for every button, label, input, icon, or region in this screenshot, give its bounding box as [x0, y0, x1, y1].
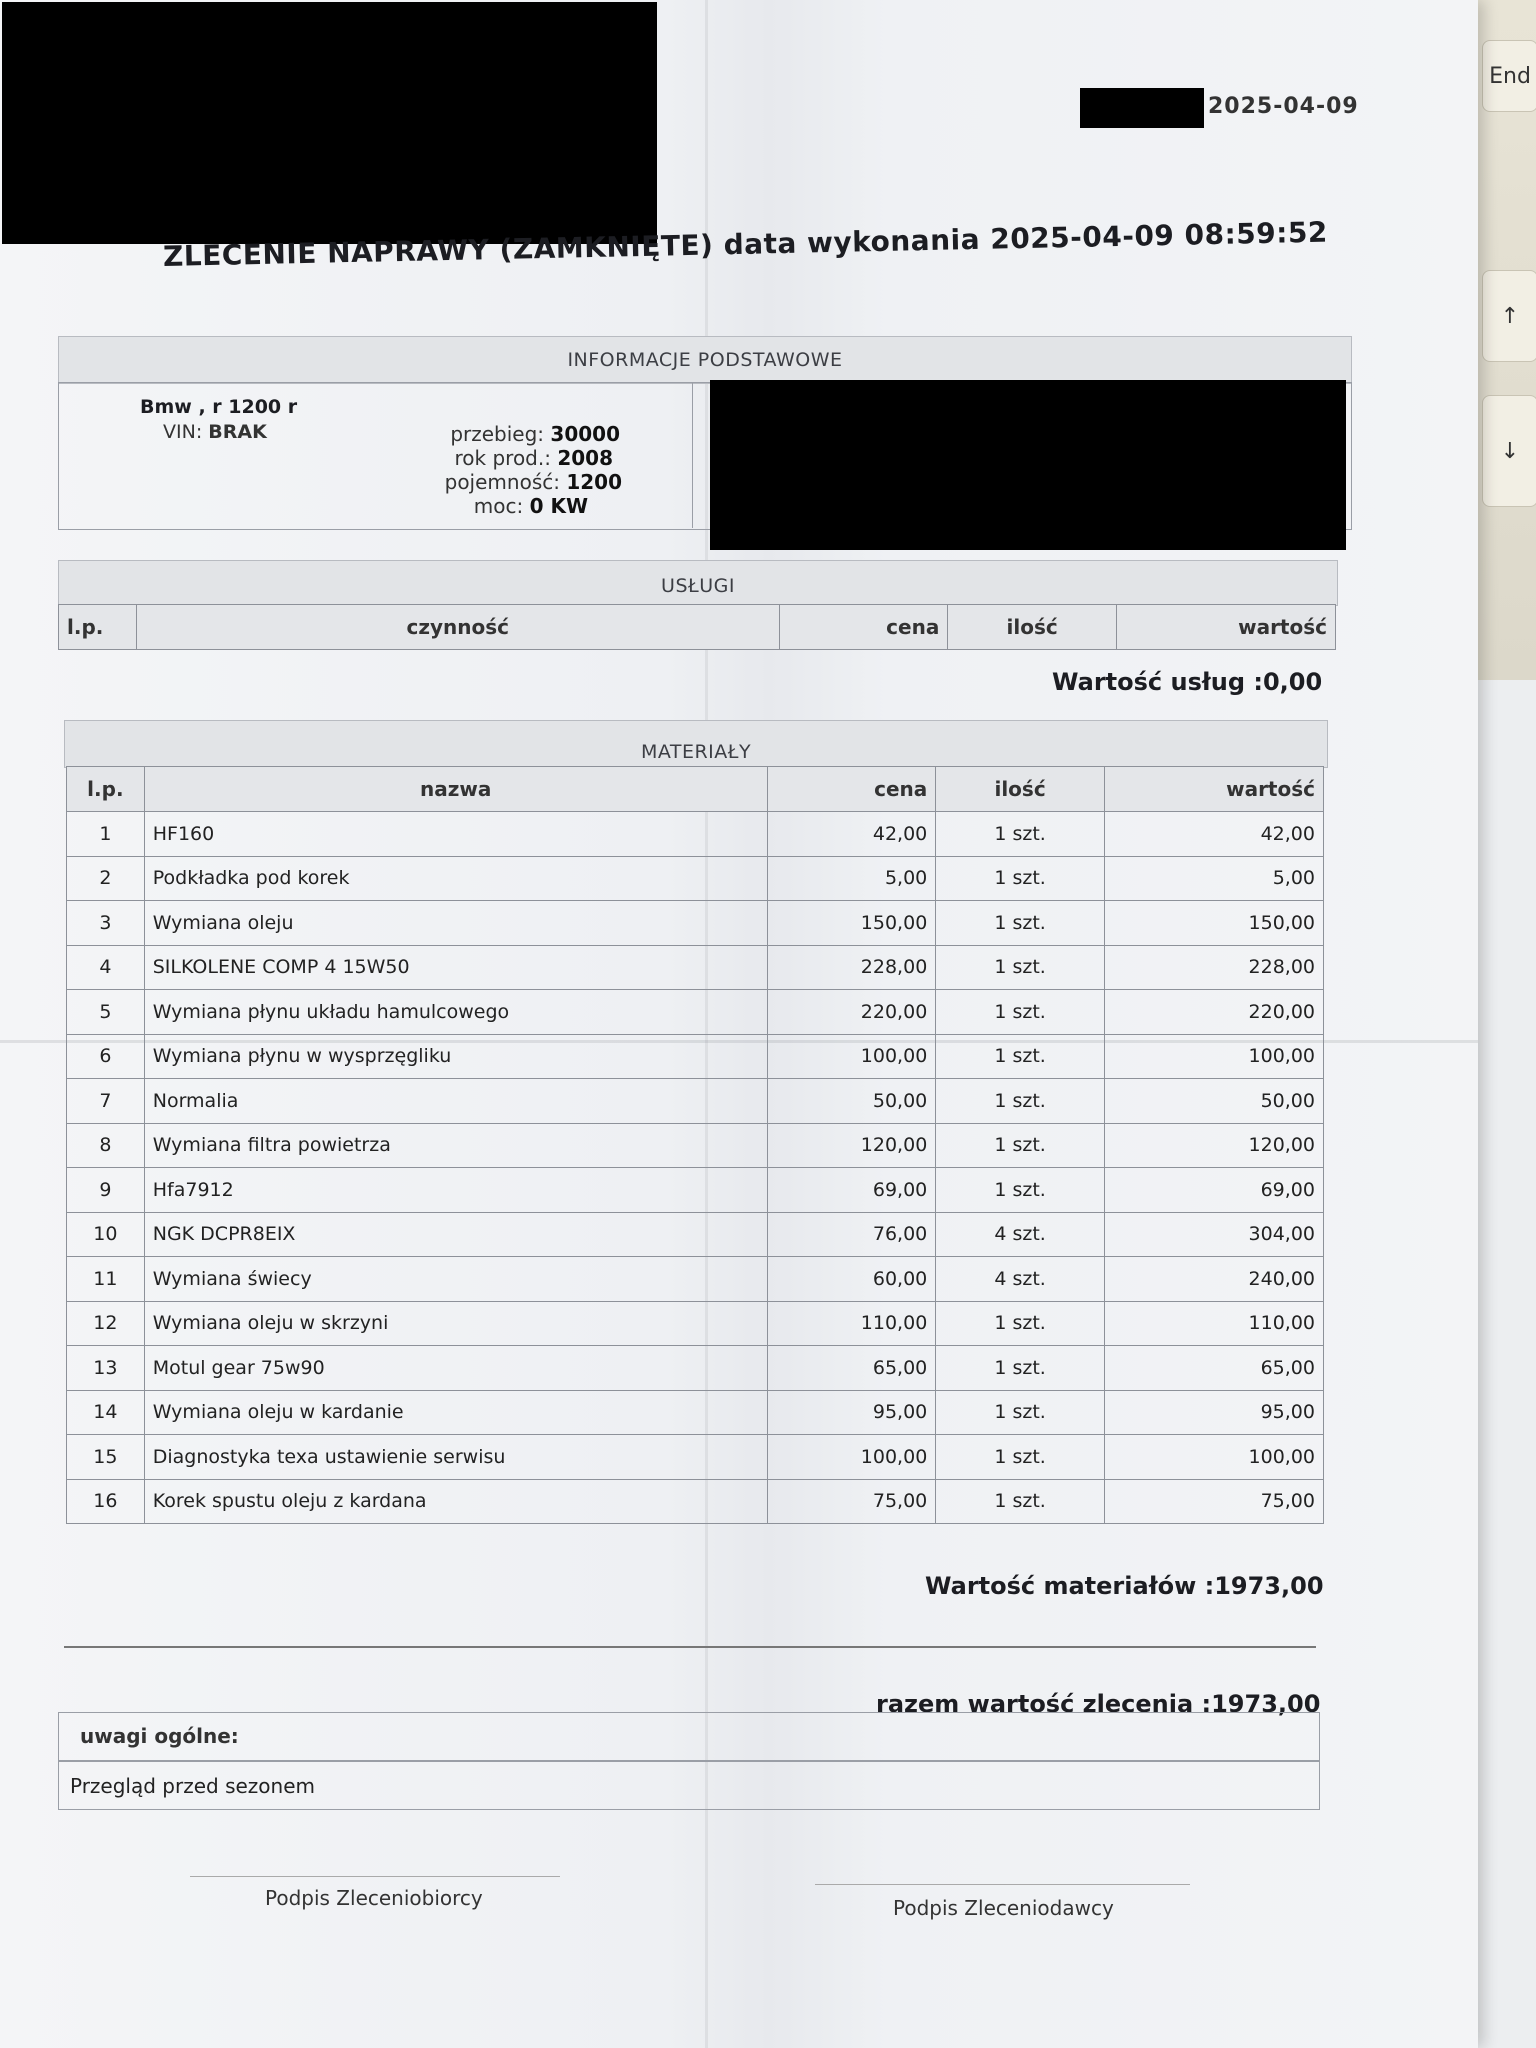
end-key: End: [1482, 40, 1536, 112]
info-section-header: INFORMACJE PODSTAWOWE: [58, 336, 1352, 384]
materials-table: [66, 766, 1324, 1524]
mileage: przebieg: 30000: [450, 422, 620, 446]
row-name: Normalia: [144, 1079, 767, 1124]
row-lp: 12: [67, 1301, 145, 1346]
row-qty: 1 szt.: [936, 1168, 1105, 1213]
row-value: 100,00: [1104, 1435, 1323, 1480]
table-row: [67, 1479, 1324, 1524]
row-name: Hfa7912: [144, 1168, 767, 1213]
notes-text: Przegląd przed sezonem: [70, 1774, 315, 1798]
row-price: 76,00: [767, 1212, 936, 1257]
keyboard-edge: [1478, 0, 1536, 680]
row-qty: 4 szt.: [936, 1212, 1105, 1257]
row-value: 5,00: [1104, 856, 1323, 901]
row-value: 42,00: [1104, 812, 1323, 857]
row-lp: 2: [67, 856, 145, 901]
mat-col-name: nazwa: [144, 767, 767, 812]
row-price: 60,00: [767, 1257, 936, 1302]
row-price: 100,00: [767, 1034, 936, 1079]
row-price: 50,00: [767, 1079, 936, 1124]
client-signature-label: Podpis Zleceniodawcy: [893, 1896, 1114, 1920]
notes-divider: [58, 1760, 1319, 1762]
info-divider: [692, 382, 693, 528]
row-name: Korek spustu oleju z kardana: [144, 1479, 767, 1524]
power: moc: 0 KW: [473, 494, 588, 518]
row-price: 65,00: [767, 1346, 936, 1391]
row-value: 65,00: [1104, 1346, 1323, 1391]
row-name: Wymiana oleju: [144, 901, 767, 946]
services-table: [58, 604, 1336, 650]
mat-col-qty: ilość: [936, 767, 1105, 812]
col-qty: ilość: [948, 605, 1117, 650]
notes-label: uwagi ogólne:: [80, 1724, 239, 1748]
table-row: [67, 1346, 1324, 1391]
row-qty: 1 szt.: [936, 990, 1105, 1035]
row-name: Wymiana płynu w wysprzęgliku: [144, 1034, 767, 1079]
row-value: 110,00: [1104, 1301, 1323, 1346]
row-value: 95,00: [1104, 1390, 1323, 1435]
table-row: [67, 812, 1324, 857]
row-price: 228,00: [767, 945, 936, 990]
materials-total: Wartość materiałów :1973,00: [925, 1572, 1324, 1600]
row-lp: 9: [67, 1168, 145, 1213]
row-lp: 13: [67, 1346, 145, 1391]
materials-section-header: MATERIAŁY: [64, 720, 1328, 768]
divider-line: [64, 1646, 1316, 1648]
row-name: NGK DCPR8EIX: [144, 1212, 767, 1257]
row-value: 240,00: [1104, 1257, 1323, 1302]
redacted-customer-info: [710, 380, 1346, 550]
mat-col-price: cena: [767, 767, 936, 812]
table-row: [67, 1123, 1324, 1168]
row-name: Wymiana oleju w skrzyni: [144, 1301, 767, 1346]
row-lp: 5: [67, 990, 145, 1035]
col-lp: l.p.: [59, 605, 137, 650]
col-activity: czynność: [136, 605, 779, 650]
col-value: wartość: [1116, 605, 1335, 650]
row-name: SILKOLENE COMP 4 15W50: [144, 945, 767, 990]
row-qty: 1 szt.: [936, 812, 1105, 857]
table-row: [67, 901, 1324, 946]
document-date: 2025-04-09: [1208, 94, 1359, 119]
row-name: Wymiana filtra powietrza: [144, 1123, 767, 1168]
row-price: 95,00: [767, 1390, 936, 1435]
table-row: [67, 1257, 1324, 1302]
row-value: 100,00: [1104, 1034, 1323, 1079]
row-name: Motul gear 75w90: [144, 1346, 767, 1391]
row-name: Wymiana płynu układu hamulcowego: [144, 990, 767, 1035]
row-value: 75,00: [1104, 1479, 1323, 1524]
row-lp: 1: [67, 812, 145, 857]
table-row: [67, 1168, 1324, 1213]
table-row: [67, 990, 1324, 1035]
row-price: 220,00: [767, 990, 936, 1035]
row-price: 100,00: [767, 1435, 936, 1480]
row-lp: 6: [67, 1034, 145, 1079]
table-row: [67, 1435, 1324, 1480]
row-qty: 1 szt.: [936, 1479, 1105, 1524]
table-row: [67, 1034, 1324, 1079]
mat-col-value: wartość: [1104, 767, 1323, 812]
row-name: Wymiana świecy: [144, 1257, 767, 1302]
production-year: rok prod.: 2008: [454, 446, 613, 470]
row-value: 69,00: [1104, 1168, 1323, 1213]
row-lp: 11: [67, 1257, 145, 1302]
row-price: 110,00: [767, 1301, 936, 1346]
row-price: 75,00: [767, 1479, 936, 1524]
table-row: [67, 1301, 1324, 1346]
page-title: ZLECENIE NAPRAWY (ZAMKNIĘTE) data wykonania 2025-04-09 08:59:52: [162, 215, 1329, 273]
row-value: 120,00: [1104, 1123, 1323, 1168]
row-qty: 4 szt.: [936, 1257, 1105, 1302]
services-section-header: USŁUGI: [58, 560, 1338, 606]
row-qty: 1 szt.: [936, 1123, 1105, 1168]
row-lp: 10: [67, 1212, 145, 1257]
redacted-logo-block: [2, 2, 657, 244]
table-row: [67, 1079, 1324, 1124]
row-price: 120,00: [767, 1123, 936, 1168]
row-value: 220,00: [1104, 990, 1323, 1035]
row-name: Wymiana oleju w kardanie: [144, 1390, 767, 1435]
table-row: [67, 1212, 1324, 1257]
down-arrow-key: ↓: [1482, 395, 1536, 507]
row-qty: 1 szt.: [936, 1034, 1105, 1079]
row-name: HF160: [144, 812, 767, 857]
engine-capacity: pojemność: 1200: [444, 470, 622, 494]
row-qty: 1 szt.: [936, 1435, 1105, 1480]
vehicle-name: Bmw , r 1200 r: [140, 396, 298, 418]
table-row: [67, 1390, 1324, 1435]
row-value: 228,00: [1104, 945, 1323, 990]
row-lp: 15: [67, 1435, 145, 1480]
row-lp: 7: [67, 1079, 145, 1124]
contractor-signature-label: Podpis Zleceniobiorcy: [265, 1886, 483, 1910]
row-qty: 1 szt.: [936, 1346, 1105, 1391]
row-lp: 14: [67, 1390, 145, 1435]
row-lp: 3: [67, 901, 145, 946]
row-price: 69,00: [767, 1168, 936, 1213]
row-qty: 1 szt.: [936, 901, 1105, 946]
row-value: 304,00: [1104, 1212, 1323, 1257]
row-price: 150,00: [767, 901, 936, 946]
mat-col-lp: l.p.: [67, 767, 145, 812]
row-lp: 16: [67, 1479, 145, 1524]
row-lp: 4: [67, 945, 145, 990]
row-name: Podkładka pod korek: [144, 856, 767, 901]
row-price: 42,00: [767, 812, 936, 857]
row-value: 150,00: [1104, 901, 1323, 946]
row-value: 50,00: [1104, 1079, 1323, 1124]
row-qty: 1 szt.: [936, 856, 1105, 901]
up-arrow-key: ↑: [1482, 270, 1536, 362]
grand-total: razem wartość zlecenia :1973,00: [876, 1690, 1321, 1718]
row-name: Diagnostyka texa ustawienie serwisu: [144, 1435, 767, 1480]
row-qty: 1 szt.: [936, 1079, 1105, 1124]
vin: VIN: BRAK: [163, 421, 267, 443]
row-lp: 8: [67, 1123, 145, 1168]
row-qty: 1 szt.: [936, 945, 1105, 990]
table-row: [67, 945, 1324, 990]
col-price: cena: [779, 605, 948, 650]
row-price: 5,00: [767, 856, 936, 901]
row-qty: 1 szt.: [936, 1390, 1105, 1435]
redacted-doc-number: [1080, 88, 1204, 128]
row-qty: 1 szt.: [936, 1301, 1105, 1346]
services-total: Wartość usług :0,00: [1052, 668, 1323, 696]
table-row: [67, 856, 1324, 901]
